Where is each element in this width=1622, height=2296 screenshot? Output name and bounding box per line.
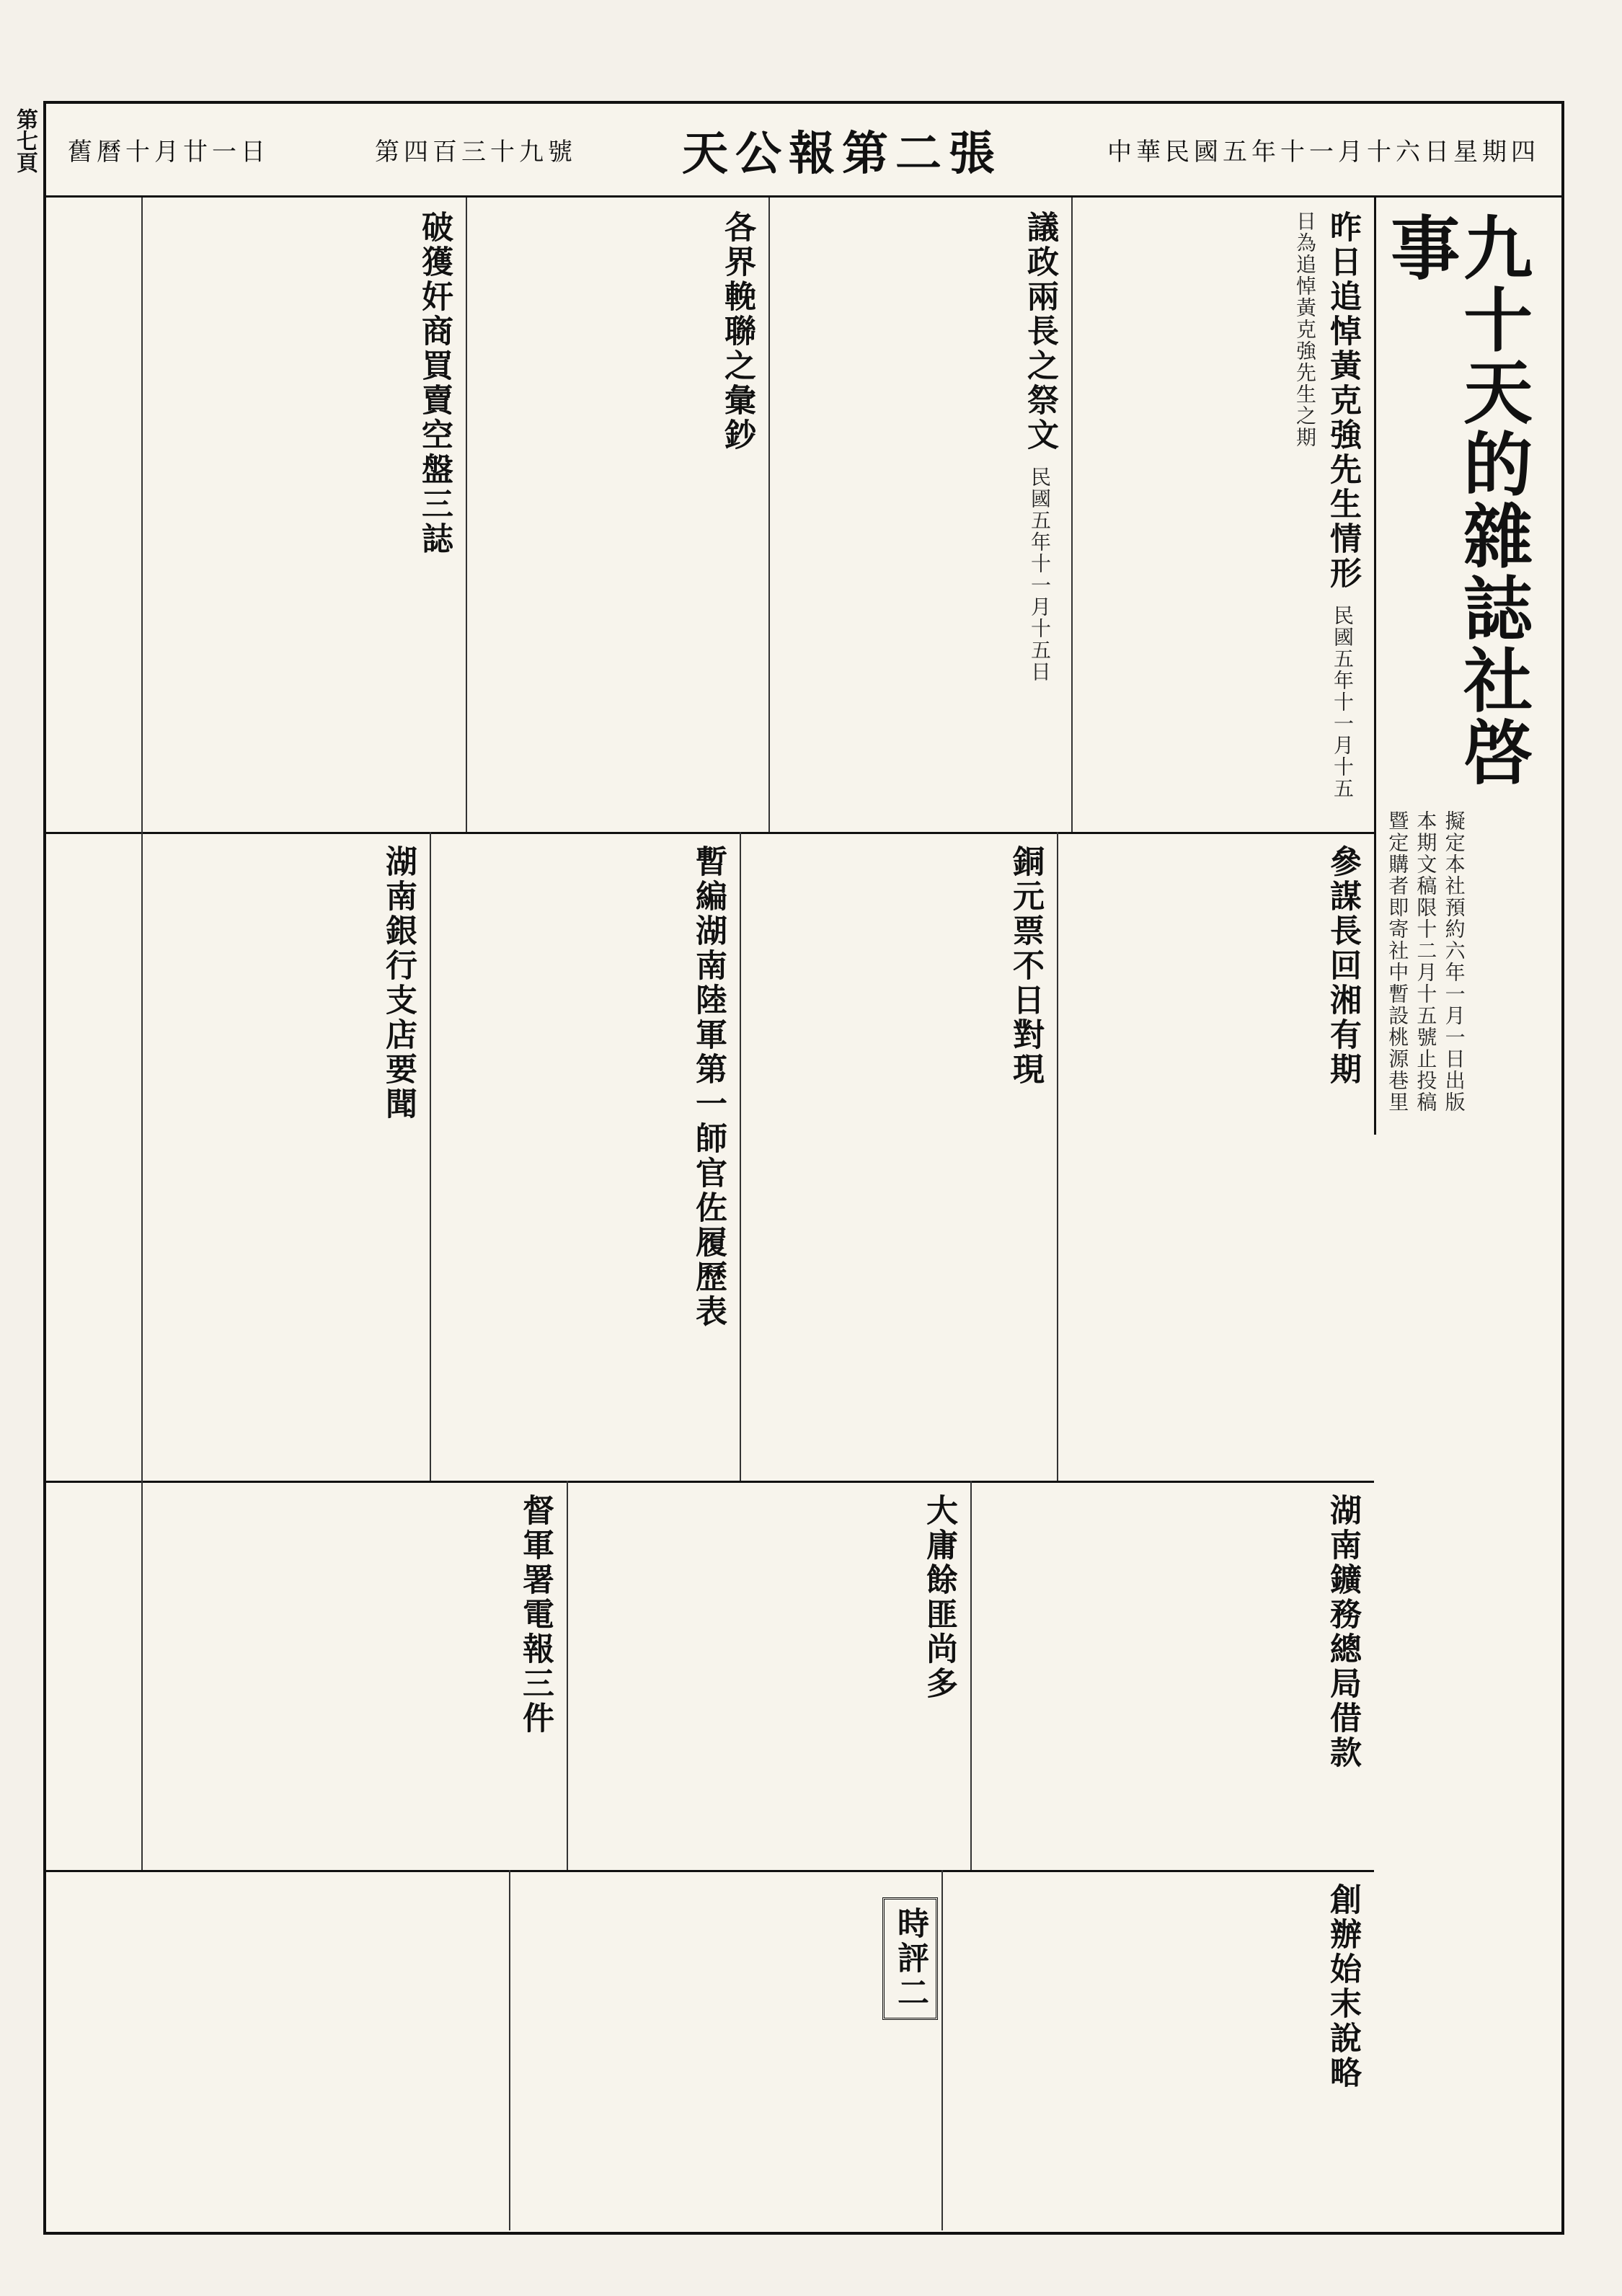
band-top bbox=[46, 198, 1374, 834]
page-body bbox=[46, 198, 1561, 2232]
article-headline: 昨日追悼黃克強先生情形 bbox=[1324, 210, 1361, 591]
article-body: 民國五年十一月十五日 bbox=[1028, 466, 1052, 683]
article-columns bbox=[46, 198, 1374, 2232]
page-number: 第七頁 bbox=[12, 108, 37, 173]
article-block bbox=[1071, 198, 1374, 832]
left-date: 舊曆十月廿一日 bbox=[68, 138, 270, 167]
article-block bbox=[768, 198, 1071, 832]
article-block bbox=[430, 832, 740, 1481]
newspaper-page bbox=[43, 101, 1564, 2235]
band-lower bbox=[46, 1481, 1374, 1872]
article-block bbox=[141, 198, 466, 832]
band-bottom bbox=[46, 1870, 1374, 2230]
article-block bbox=[970, 1481, 1374, 1870]
article-block bbox=[509, 1870, 941, 2230]
article-headline: 參謀長回湘有期 bbox=[1324, 845, 1361, 1087]
article-body: 民國五年十一月十五日為追悼黃克強先生之期 bbox=[1293, 210, 1355, 799]
ad-body: 擬定本社預約六年一月一日出版本期文稿限十二月十五號止投稿暨定購者即寄社中暫設桃源巷里 bbox=[1386, 810, 1466, 1113]
article-block bbox=[941, 1870, 1374, 2230]
article-headline: 湖南鑛務總局借款 bbox=[1324, 1494, 1361, 1770]
right-date: 中華民國五年十一月十六日星期四 bbox=[1107, 138, 1540, 167]
article-headline: 暫編湖南陸軍第一師官佐履歷表 bbox=[690, 845, 727, 1329]
article-headline: 大庸餘匪尚多 bbox=[921, 1494, 957, 1701]
article-block bbox=[141, 832, 430, 1481]
advertisement-column bbox=[1374, 198, 1561, 1135]
article-headline: 各界輓聯之彙鈔 bbox=[719, 210, 755, 453]
issue-number: 第四百三十九號 bbox=[375, 138, 577, 167]
masthead bbox=[46, 104, 1561, 198]
commentary-headline: 時評二 bbox=[882, 1897, 938, 2020]
article-block bbox=[141, 1481, 567, 1870]
ad-headline: 九十天的雜誌社啓事 bbox=[1379, 212, 1534, 789]
article-headline: 破獲奸商買賣空盤三誌 bbox=[416, 210, 453, 557]
article-block bbox=[740, 832, 1057, 1481]
newspaper-title: 天公報第二張 bbox=[682, 126, 1002, 181]
article-headline: 議政兩長之祭文 bbox=[1021, 210, 1058, 453]
article-block bbox=[466, 198, 768, 832]
article-block bbox=[1057, 832, 1374, 1481]
article-headline: 湖南銀行支店要聞 bbox=[380, 845, 417, 1122]
article-block bbox=[567, 1481, 970, 1870]
article-headline: 督軍署電報三件 bbox=[517, 1494, 554, 1736]
article-headline: 創辦始末說略 bbox=[1324, 1883, 1361, 2091]
article-headline: 銅元票不日對現 bbox=[1007, 845, 1044, 1087]
band-middle bbox=[46, 832, 1374, 1483]
